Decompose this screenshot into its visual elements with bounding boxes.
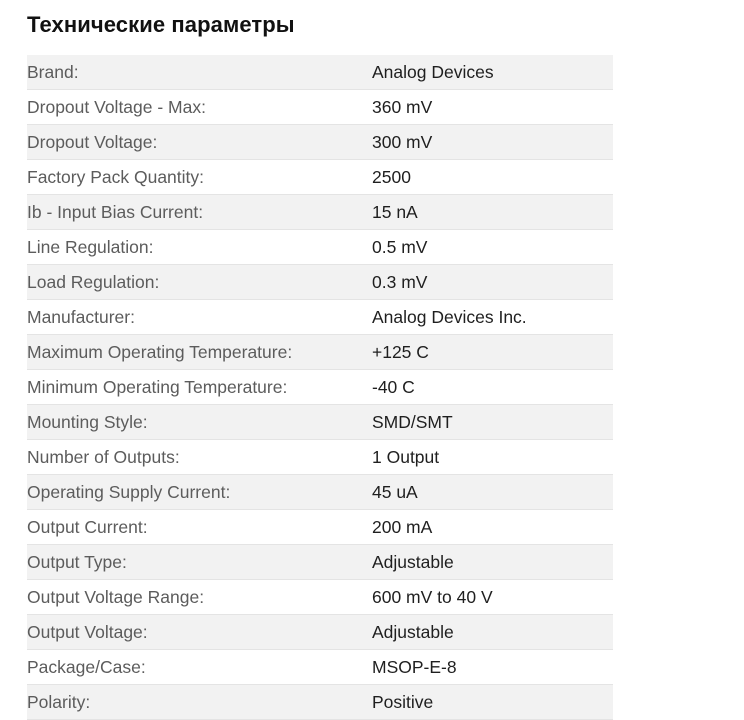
spec-value: 360 mV [372, 90, 613, 125]
table-row [27, 90, 613, 125]
table-row [27, 370, 613, 405]
spec-label: Output Voltage: [27, 615, 372, 650]
spec-label: Manufacturer: [27, 300, 372, 335]
table-row [27, 195, 613, 230]
spec-value: 200 mA [372, 510, 613, 545]
table-row [27, 230, 613, 265]
spec-label: Output Type: [27, 545, 372, 580]
spec-label: Operating Supply Current: [27, 475, 372, 510]
spec-value: Adjustable [372, 615, 613, 650]
spec-value: MSOP-E-8 [372, 650, 613, 685]
tech-specs-section [27, 0, 613, 720]
spec-label: Maximum Operating Temperature: [27, 335, 372, 370]
spec-label: Dropout Voltage: [27, 125, 372, 160]
spec-value: 45 uA [372, 475, 613, 510]
table-row [27, 125, 613, 160]
spec-label: Brand: [27, 55, 372, 90]
spec-label: Polarity: [27, 685, 372, 720]
table-row [27, 265, 613, 300]
spec-value: Analog Devices Inc. [372, 300, 613, 335]
table-row [27, 580, 613, 615]
spec-value: SMD/SMT [372, 405, 613, 440]
spec-label: Number of Outputs: [27, 440, 372, 475]
spec-value: Analog Devices [372, 55, 613, 90]
table-row [27, 405, 613, 440]
section-title: Технические параметры [27, 12, 295, 37]
spec-table [27, 55, 613, 720]
spec-value: 1 Output [372, 440, 613, 475]
spec-label: Ib - Input Bias Current: [27, 195, 372, 230]
spec-label: Minimum Operating Temperature: [27, 370, 372, 405]
spec-value: -40 C [372, 370, 613, 405]
spec-label: Dropout Voltage - Max: [27, 90, 372, 125]
spec-label: Output Voltage Range: [27, 580, 372, 615]
spec-value: Adjustable [372, 545, 613, 580]
spec-value: 300 mV [372, 125, 613, 160]
spec-label: Mounting Style: [27, 405, 372, 440]
table-row [27, 615, 613, 650]
table-row [27, 55, 613, 90]
spec-value: 15 nA [372, 195, 613, 230]
table-row [27, 300, 613, 335]
table-row [27, 335, 613, 370]
table-row [27, 685, 613, 720]
spec-value: 2500 [372, 160, 613, 195]
spec-label: Factory Pack Quantity: [27, 160, 372, 195]
spec-value: 0.5 mV [372, 230, 613, 265]
spec-label: Package/Case: [27, 650, 372, 685]
spec-label: Output Current: [27, 510, 372, 545]
spec-value: 600 mV to 40 V [372, 580, 613, 615]
spec-value: Positive [372, 685, 613, 720]
table-row [27, 510, 613, 545]
spec-value: 0.3 mV [372, 265, 613, 300]
spec-label: Load Regulation: [27, 265, 372, 300]
table-row [27, 440, 613, 475]
table-row [27, 545, 613, 580]
spec-value: +125 C [372, 335, 613, 370]
table-row [27, 475, 613, 510]
table-row [27, 650, 613, 685]
table-row [27, 160, 613, 195]
spec-label: Line Regulation: [27, 230, 372, 265]
